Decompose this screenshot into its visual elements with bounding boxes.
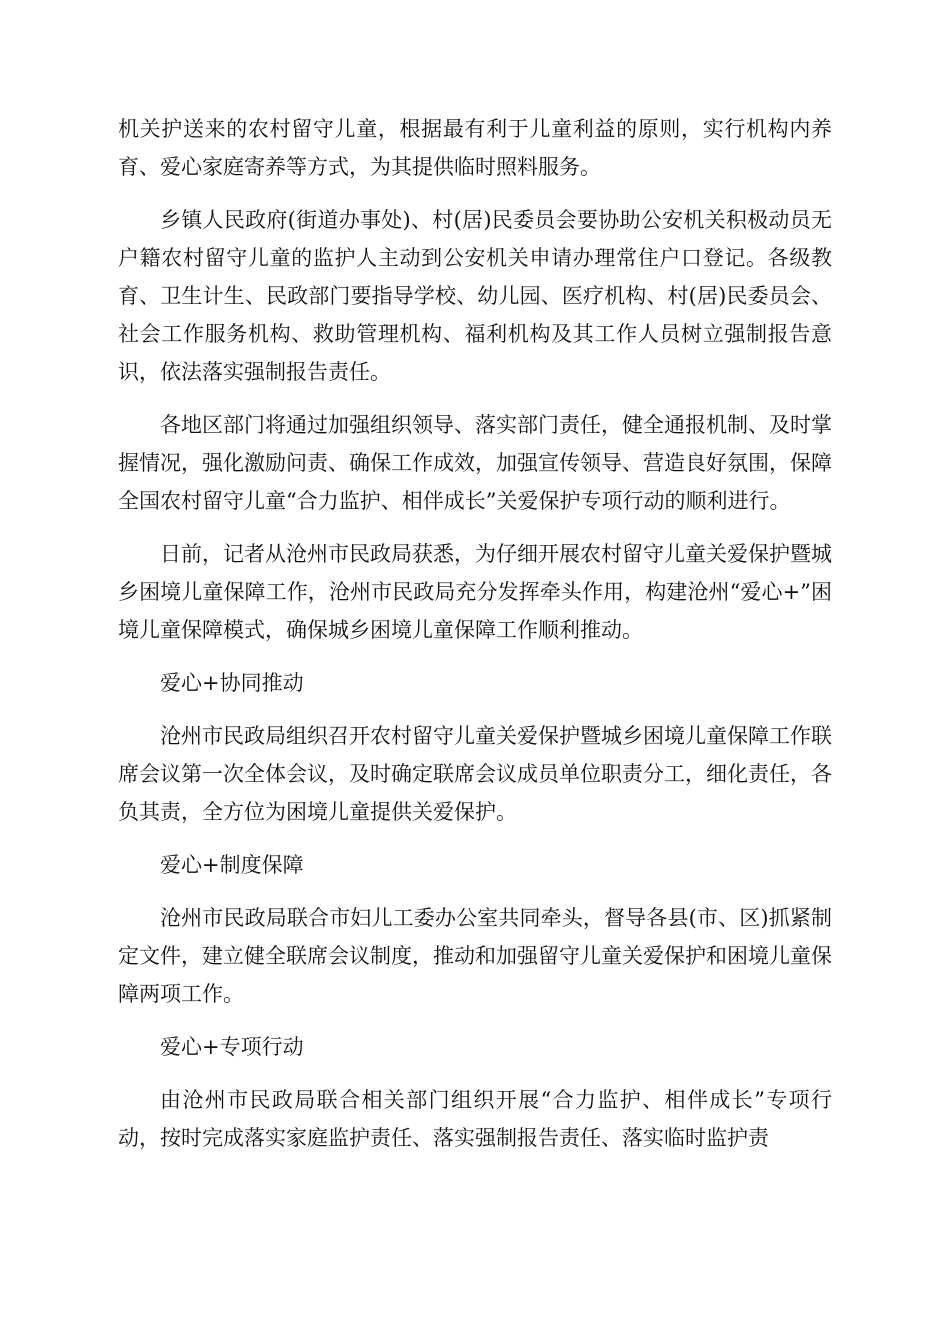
- paragraph-special-action: 由沧州市民政局联合相关部门组织开展“合力监护、相伴成长”专项行动，按时完成落实家庭监护责任、落实强制报告责任、落实临时监护责: [118, 1088, 832, 1150]
- paragraph-cangzhou-intro: 日前，记者从沧州市民政局获悉，为仔细开展农村留守儿童关爱保护暨城乡困境儿童保障工作，沧州市民政局充分发挥牵头作用，构建沧州“爱心+”困境儿童保障模式，确保城乡困境儿童保障工作顺利推动。: [118, 542, 832, 642]
- paragraph-system-building: 沧州市民政局联合市妇儿工委办公室共同牵头，督导各县(市、区)抓紧制定文件，建立健全联席会议制度，推动和加强留守儿童关爱保护和困境儿童保障两项工作。: [118, 906, 832, 1006]
- paragraph-household-registration: 乡镇人民政府(街道办事处)、村(居)民委员会要协助公安机关积极动员无户籍农村留守儿童的监护人主动到公安机关申请办理常住户口登记。各级教育、卫生计生、民政部门要指导学校、幼儿园、医疗机构、村(居)民委员会、社会工作服务机构、救助管理机构、福利机构及其工作人员树立强制报告意识，依法落实强制报告责任。: [118, 208, 832, 384]
- paragraph-departments-actions: 各地区部门将通过加强组织领导、落实部门责任，健全通报机制、及时掌握情况，强化激励问责、确保工作成效，加强宣传领导、营造良好氛围，保障全国农村留守儿童“合力监护、相伴成长”关爱保护专项行动的顺利进行。: [118, 413, 832, 513]
- section-heading-system-guarantee: 爱心+制度保障: [160, 853, 304, 877]
- section-heading-special-action: 爱心+专项行动: [160, 1035, 304, 1059]
- section-heading-coordination: 爱心+协同推动: [160, 671, 304, 695]
- paragraph-joint-meeting: 沧州市民政局组织召开农村留守儿童关爱保护暨城乡困境儿童保障工作联席会议第一次全体会议，及时确定联席会议成员单位职责分工，细化责任，各负其责，全方位为困境儿童提供关爱保护。: [118, 724, 832, 824]
- document-body: [118, 110, 832, 1172]
- paragraph-continuation: 机关护送来的农村留守儿童，根据最有利于儿童利益的原则，实行机构内养育、爱心家庭寄养等方式，为其提供临时照料服务。: [118, 117, 832, 179]
